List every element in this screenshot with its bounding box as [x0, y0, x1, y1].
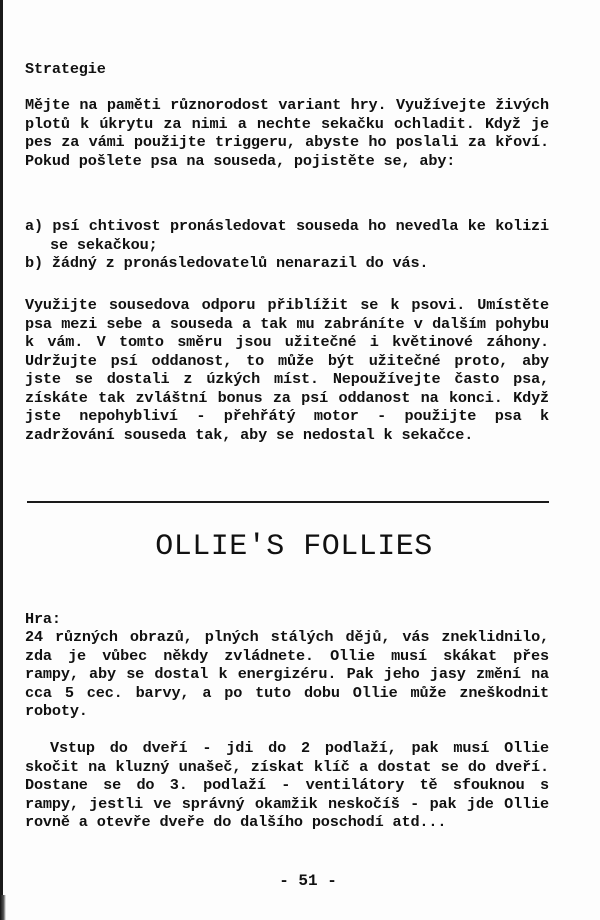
list-item: b) žádný z pronásledovatelů nenarazil do vás. [25, 254, 429, 272]
list-item: a) psí chtivost pronásledovat souseda ho nevedla ke kolizi se sekačkou; [25, 217, 549, 254]
page-number: - 51 - [279, 872, 337, 890]
paragraph-text: Mějte na paměti různorodost variant hry. Využívejte živých plotů k úkrytu za nimi a nechte sekačku ochladit. Když je pes za vámi použijte triggeru, abyste ho poslali za křoví. Pokud pošlete psa na souseda, pojistěte se, aby: [25, 96, 549, 170]
page-left-edge [0, 0, 3, 920]
horizontal-divider [27, 501, 549, 503]
game-paragraph-1 [25, 628, 549, 721]
strategy-paragraph-2 [25, 296, 549, 444]
game-label: Hra: [25, 610, 61, 628]
game-paragraph-2 [25, 739, 549, 832]
strategy-paragraph-1 [25, 96, 549, 170]
condition-list [25, 217, 549, 273]
game-title: OLLIE'S FOLLIES [155, 530, 433, 564]
paragraph-text: 24 různých obrazů, plných stálých dějů, vás zneklidnilo, zda je vůbec někdy zvládnete. Ollie musí skákat přes rampy, aby se dostal k energizéru. Pak jeho jasy změní na cca 5 cec. barvy, a po tuto dobu Ollie může zneškodnit roboty. [25, 628, 549, 720]
page-corner-shadow [0, 895, 6, 920]
paragraph-text: Využijte sousedova odporu přiblížit se k psovi. Umístěte psa mezi sebe a souseda a tak mu zabráníte v dalším pohybu k vám. V tomto směru jsou užitečné i květinové záhony. Udržujte psí oddanost, to může být užitečné proto, aby jste se dostali z úzkých míst. Nepoužívejte často psa, získáte tak zvláštní bonus za psí oddanost na konci. Když jste nepohybliví - přehřátý motor - použijte psa k zadržování souseda tak, aby se nedostal k sekačce. [25, 296, 549, 444]
paragraph-text: Vstup do dveří - jdi do 2 podlaží, pak musí Ollie skočit na kluzný unašeč, získat klíč a dostat se do dveří. Dostane se do 3. podlaží - ventilátory tě sfouknou s rampy, jestli ve správný okamžik neskočíš - pak jde Ollie rovně a otevře dveře do dalšího poschodí atd... [25, 739, 549, 831]
section-heading: Strategie [25, 60, 106, 78]
